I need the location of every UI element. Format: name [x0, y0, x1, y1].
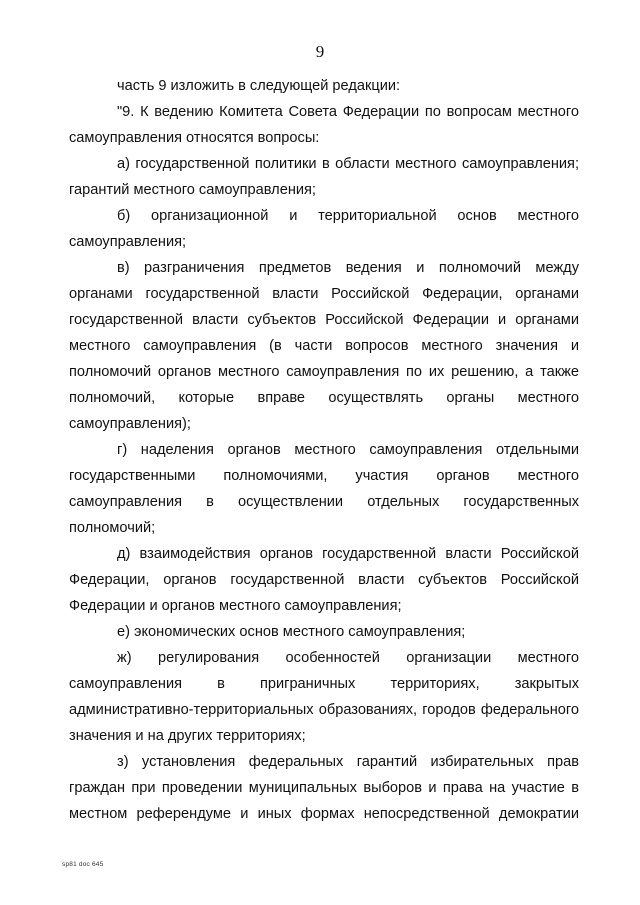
document-body	[69, 73, 579, 827]
footer-code: sp81 doc 645	[62, 861, 104, 868]
page-number: 9	[315, 42, 325, 61]
paragraph-subitem-v: в) разграничения предметов ведения и полномочий между органами государственной власти Российской Федерации, органами государственной власти субъектов Российской Федерации и органами местного самоуправления (в части вопросов местного значения и полномочий органов местного самоуправления по их решению, а также полномочий, которые вправе осуществлять органы местного самоуправления);	[69, 260, 579, 432]
paragraph-subitem-d: д) взаимодействия органов государственной власти Российской Федерации, органов государственной власти субъектов Российской Федерации и органов местного самоуправления;	[69, 546, 579, 614]
paragraph-subitem-z: з) установления федеральных гарантий избирательных прав граждан при проведении муниципальных выборов и права на участие в местном референдуме и иных формах непосредственной демократии	[69, 754, 579, 822]
paragraph-subitem-g: г) наделения органов местного самоуправления отдельными государственными полномочиями, участия органов местного самоуправления в осуществлении отдельных государственных полномочий;	[69, 442, 579, 536]
paragraph-subitem-a: а) государственной политики в области местного самоуправления; гарантий местного самоуправления;	[69, 156, 579, 198]
paragraph-subitem-zh: ж) регулирования особенностей организации местного самоуправления в приграничных территориях, закрытых административно-территориальных образованиях, городов федерального значения и на других территориях;	[69, 650, 579, 744]
paragraph-subitem-e: е) экономических основ местного самоуправления;	[117, 624, 466, 640]
paragraph-subitem-b: б) организационной и территориальной основ местного самоуправления;	[69, 208, 579, 250]
paragraph-intro: часть 9 изложить в следующей редакции:	[117, 78, 401, 94]
paragraph-item-9: "9. К ведению Комитета Совета Федерации по вопросам местного самоуправления относятся вопросы:	[69, 104, 579, 146]
